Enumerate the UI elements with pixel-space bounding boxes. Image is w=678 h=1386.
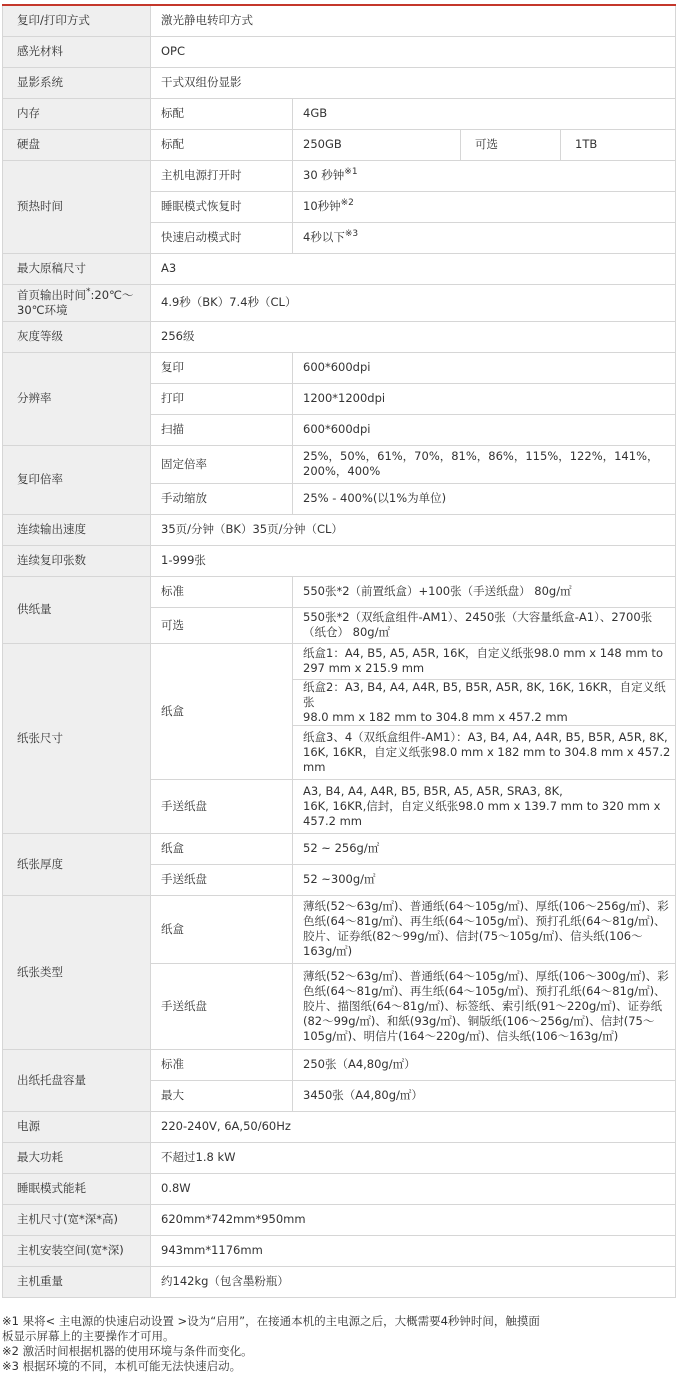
spec-label: 纸张厚度 — [3, 833, 151, 895]
spec-label: 纸张类型 — [3, 895, 151, 1049]
spec-value: 薄纸(52～63g/㎡)、普通纸(64～105g/㎡)、厚纸(106～300g/㎡)、彩 色纸(64～81g/㎡)、再生纸(64～105g/㎡)、预打孔纸(64～81g/㎡)、 胶片、描图纸(64～81g/㎡)、标签纸、索引纸(91～220g/㎡)、证券纸 (82～99g/㎡)、和紙(93g/㎡)、铜版纸(106～256g/㎡)、信封(75～ 105g/㎡)、明信片(164～220g/㎡)、信头纸(106～163g/㎡) — [293, 963, 676, 1049]
spec-sublabel: 打印 — [151, 383, 293, 414]
spec-value: 3450张（A4,80g/㎡） — [293, 1080, 676, 1111]
spec-value: 35页/分钟（BK）35页/分钟（CL） — [151, 514, 676, 545]
spec-value: 薄纸(52～63g/㎡)、普通纸(64～105g/㎡)、厚纸(106～256g/㎡)、彩 色纸(64～81g/㎡)、再生纸(64～105g/㎡)、预打孔纸(64～81g/㎡)、 胶片、证券纸(82～99g/㎡)、信封(75～105g/㎡)、信头纸(106～ 163g/㎡) — [293, 895, 676, 963]
spec-label: 睡眠模式能耗 — [3, 1173, 151, 1204]
spec-sublabel: 标准 — [151, 1049, 293, 1080]
spec-value: 不超过1.8 kW — [151, 1142, 676, 1173]
spec-value: 600*600dpi — [293, 352, 676, 383]
spec-label: 分辨率 — [3, 352, 151, 445]
spec-sublabel: 主机电源打开时 — [151, 160, 293, 191]
footnote-mark: ※3 — [344, 229, 359, 240]
spec-value: A3, B4, A4, A4R, B5, B5R, A5, A5R, SRA3, 8K, 16K, 16KR,信封，自定义纸张98.0 mm x 139.7 mm to 320 mm x 457.2 mm — [293, 779, 676, 833]
spec-label: 纸张尺寸 — [3, 643, 151, 833]
spec-label: 主机重量 — [3, 1266, 151, 1297]
spec-value: 220-240V, 6A,50/60Hz — [151, 1111, 676, 1142]
spec-label: 内存 — [3, 98, 151, 129]
table-row — [3, 576, 676, 607]
spec-sublabel: 可选 — [151, 607, 293, 643]
spec-value: 620mm*742mm*950mm — [151, 1204, 676, 1235]
spec-value: 激光静电转印方式 — [151, 5, 676, 36]
spec-value: A3 — [151, 253, 676, 284]
footnote-mark: ※1 — [344, 167, 358, 178]
spec-value: 25% - 400%(以1%为单位) — [293, 483, 676, 514]
spec-value: 4GB — [293, 98, 676, 129]
spec-label: 主机尺寸(宽*深*高) — [3, 1204, 151, 1235]
spec-option-value: 1TB — [561, 129, 676, 160]
footnote-3: ※3 根据环境的不同，本机可能无法快速启动。 — [2, 1359, 242, 1373]
spec-label: 最大功耗 — [3, 1142, 151, 1173]
spec-sublabel: 手送纸盘 — [151, 864, 293, 895]
spec-sublabel: 扫描 — [151, 414, 293, 445]
table-row — [3, 1204, 676, 1235]
table-row — [3, 545, 676, 576]
spec-sublabel: 手动缩放 — [151, 483, 293, 514]
table-row — [3, 445, 676, 483]
spec-value: 52 ~ 256g/㎡ — [293, 833, 676, 864]
spec-label: 连续输出速度 — [3, 514, 151, 545]
footnote-1: ※1 果将< 主电源的快速启动设置 >设为“启用”，在接通本机的主电源之后，大概需要4秒钟时间，触摸面 板显示屏幕上的主要操作才可用。 — [2, 1314, 540, 1343]
spec-label: 电源 — [3, 1111, 151, 1142]
spec-label: 预热时间 — [3, 160, 151, 253]
spec-sublabel: 快速启动模式时 — [151, 222, 293, 253]
footnote-2: ※2 激活时间根据机器的使用环境与条件而变化。 — [2, 1344, 253, 1358]
spec-value: 约142kg（包含墨粉瓶） — [151, 1266, 676, 1297]
spec-sublabel: 标配 — [151, 129, 293, 160]
table-row — [3, 352, 676, 383]
spec-sublabel: 固定倍率 — [151, 445, 293, 483]
spec-value: 4.9秒（BK）7.4秒（CL） — [151, 284, 676, 321]
spec-label: 连续复印张数 — [3, 545, 151, 576]
spec-label: 最大原稿尺寸 — [3, 253, 151, 284]
footnotes — [2, 1314, 674, 1374]
spec-value: 0.8W — [151, 1173, 676, 1204]
spec-sublabel: 标配 — [151, 98, 293, 129]
spec-sublabel: 纸盒 — [151, 643, 293, 779]
spec-value: 25%，50%，61%，70%，81%，86%，115%，122%，141%， 200%，400% — [293, 445, 676, 483]
table-row — [3, 643, 676, 679]
table-row — [3, 321, 676, 352]
table-row — [3, 67, 676, 98]
spec-value: 1200*1200dpi — [293, 383, 676, 414]
spec-value: 250张（A4,80g/㎡） — [293, 1049, 676, 1080]
spec-value: 250GB — [293, 129, 461, 160]
spec-value: 550张*2（前置纸盒）+100张（手送纸盘） 80g/㎡ — [293, 576, 676, 607]
spec-sublabel: 复印 — [151, 352, 293, 383]
table-row — [3, 895, 676, 963]
table-row — [3, 5, 676, 36]
spec-value: OPC — [151, 36, 676, 67]
spec-value: 256级 — [151, 321, 676, 352]
spec-label: 感光材料 — [3, 36, 151, 67]
spec-label: 首页输出时间*:20℃～ 30℃环境 — [3, 284, 151, 321]
spec-sublabel: 纸盒 — [151, 895, 293, 963]
spec-sublabel: 睡眠模式恢复时 — [151, 191, 293, 222]
spec-label: 复印倍率 — [3, 445, 151, 514]
spec-sublabel: 手送纸盘 — [151, 779, 293, 833]
spec-sublabel: 最大 — [151, 1080, 293, 1111]
footnote-mark: ※2 — [340, 198, 354, 209]
table-row — [3, 833, 676, 864]
spec-table — [2, 4, 676, 1298]
table-row — [3, 129, 676, 160]
spec-value: 1-999张 — [151, 545, 676, 576]
table-row — [3, 514, 676, 545]
spec-sublabel: 手送纸盘 — [151, 963, 293, 1049]
spec-value: 600*600dpi — [293, 414, 676, 445]
spec-label: 硬盘 — [3, 129, 151, 160]
spec-sublabel: 纸盒 — [151, 833, 293, 864]
spec-value: 干式双组份显影 — [151, 67, 676, 98]
spec-label: 供纸量 — [3, 576, 151, 643]
table-row — [3, 98, 676, 129]
table-row — [3, 253, 676, 284]
spec-sublabel: 标准 — [151, 576, 293, 607]
spec-value: 10秒钟$^{※2}$ — [293, 191, 676, 222]
spec-value: 纸盒3、4（双纸盒组件-AM1）：A3, B4, A4, A4R, B5, B5R, A5R, 8K, 16K, 16KR，自定义纸张98.0 mm x 182 mm to 304.8 mm x 457.2 mm — [293, 725, 676, 779]
table-row — [3, 1235, 676, 1266]
spec-value: 4秒以下$^{※3}$ — [293, 222, 676, 253]
table-row — [3, 1111, 676, 1142]
table-row — [3, 1266, 676, 1297]
spec-label: 出纸托盘容量 — [3, 1049, 151, 1111]
spec-value: 纸盒2：A3, B4, A4, A4R, B5, B5R, A5R, 8K, 16K, 16KR，自定义纸张 98.0 mm x 182 mm to 304.8 mm x 457.2 mm — [293, 679, 676, 725]
spec-label: 灰度等级 — [3, 321, 151, 352]
spec-label: 主机安装空间(宽*深) — [3, 1235, 151, 1266]
table-row — [3, 160, 676, 191]
spec-value: 纸盒1：A4, B5, A5, A5R, 16K，自定义纸张98.0 mm x 148 mm to 297 mm x 215.9 mm — [293, 643, 676, 679]
table-row — [3, 284, 676, 321]
table-row — [3, 36, 676, 67]
spec-value: 550张*2（双纸盒组件-AM1）、2450张（大容量纸盒-A1）、2700张 （纸仓） 80g/㎡ — [293, 607, 676, 643]
table-row — [3, 1049, 676, 1080]
spec-label: 复印/打印方式 — [3, 5, 151, 36]
spec-value: 30 秒钟$^{※1}$ — [293, 160, 676, 191]
spec-option-label: 可选 — [461, 129, 561, 160]
table-row — [3, 1142, 676, 1173]
table-row — [3, 1173, 676, 1204]
spec-value: 52 ~300g/㎡ — [293, 864, 676, 895]
spec-label: 显影系统 — [3, 67, 151, 98]
spec-value: 943mm*1176mm — [151, 1235, 676, 1266]
